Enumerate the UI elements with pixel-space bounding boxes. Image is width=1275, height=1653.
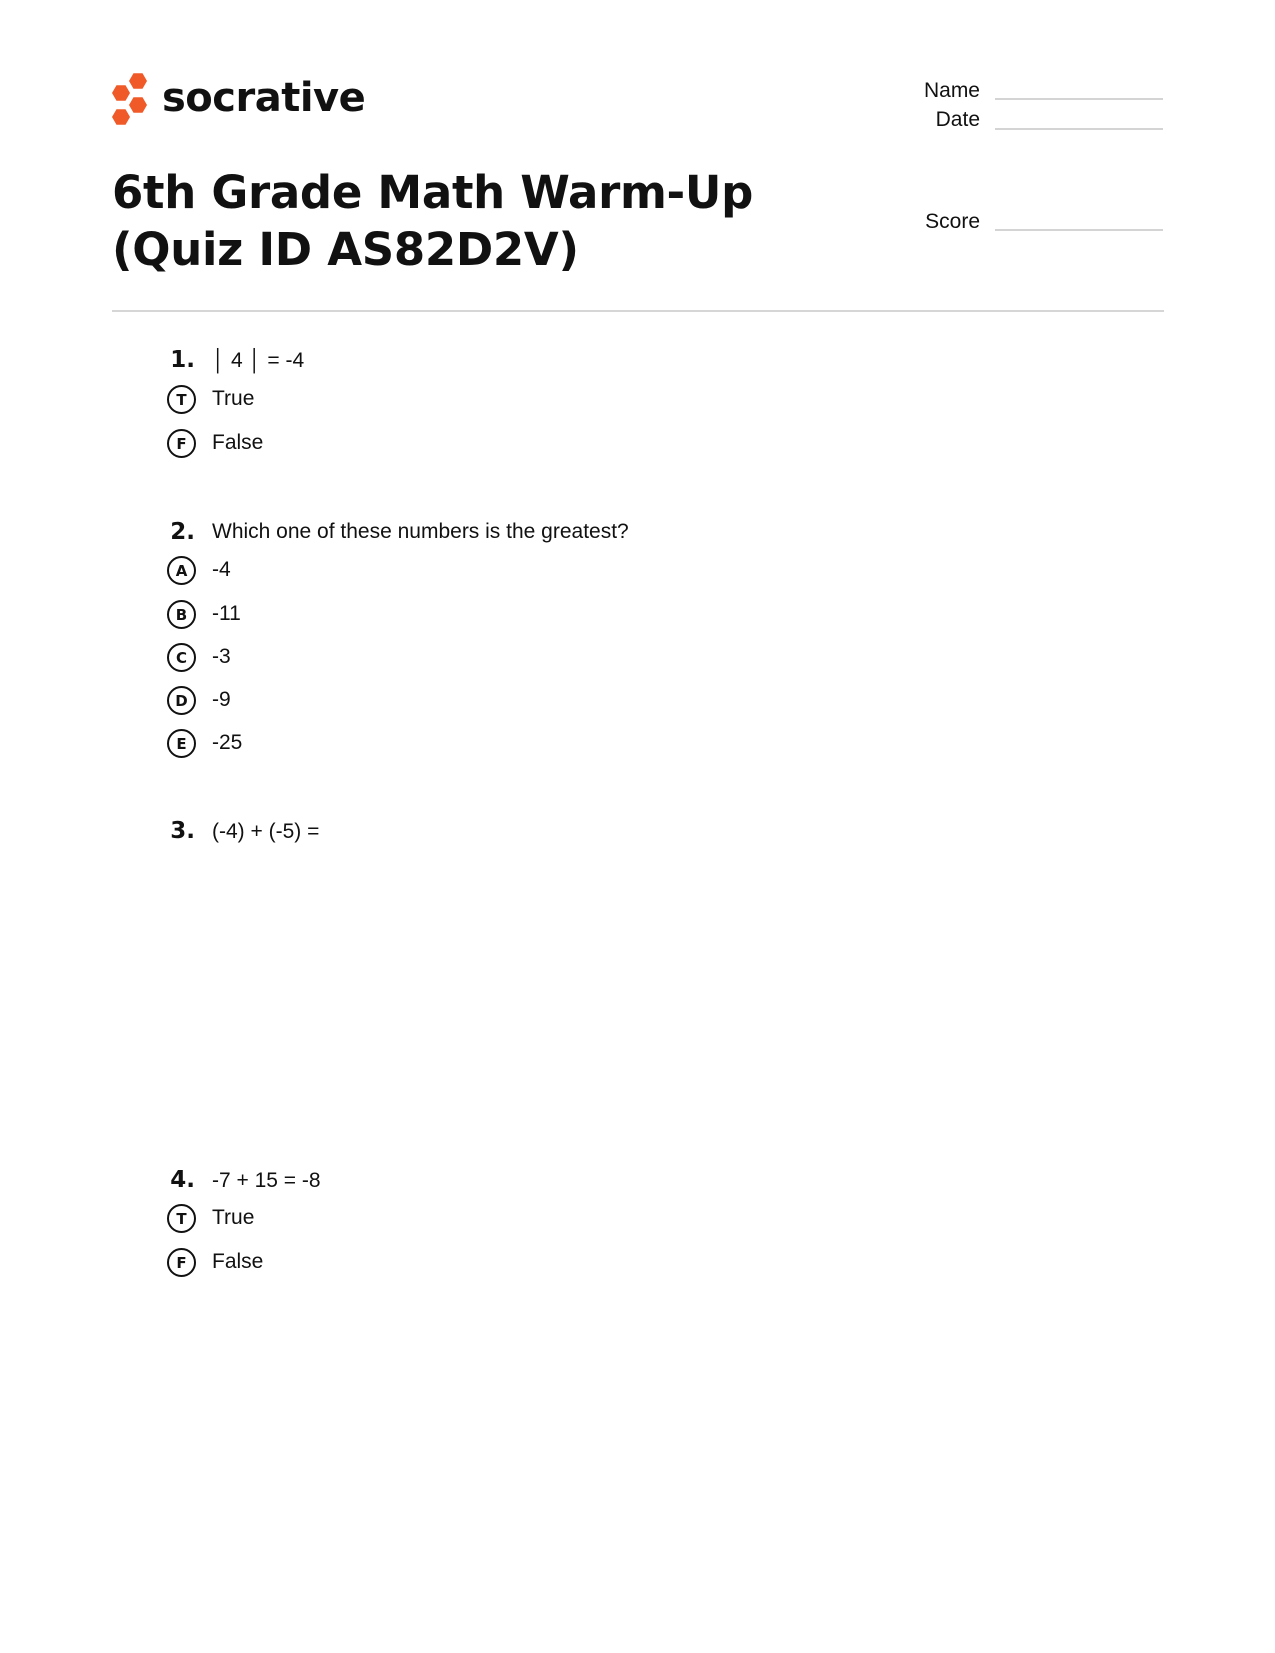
option-label: -25 xyxy=(212,731,243,754)
option-label: False xyxy=(212,431,264,454)
name-label: Name xyxy=(923,79,980,102)
option-bubble[interactable]: D xyxy=(167,686,196,715)
option-label: -4 xyxy=(212,558,231,581)
option-label: True xyxy=(212,1206,255,1229)
option-bubble[interactable]: E xyxy=(167,729,196,758)
question-number: 2. xyxy=(170,519,195,545)
question-number: 3. xyxy=(170,818,195,844)
question-text: │ 4 │ = -4 xyxy=(212,349,305,372)
page-title: 6th Grade Math Warm-Up (Quiz ID AS82D2V) xyxy=(112,166,754,276)
option-bubble[interactable]: T xyxy=(167,385,196,414)
score-label: Score xyxy=(925,210,980,233)
question-text: -7 + 15 = -8 xyxy=(212,1169,321,1192)
date-label: Date xyxy=(935,108,980,131)
brand-name: socrative xyxy=(162,75,366,121)
question-number: 1. xyxy=(170,347,195,373)
score-line[interactable] xyxy=(995,229,1163,231)
header-divider xyxy=(112,310,1164,312)
hexagon-cluster-icon xyxy=(111,72,155,126)
answer-space[interactable] xyxy=(212,860,1112,1140)
option-bubble[interactable]: B xyxy=(167,600,196,629)
option-bubble[interactable]: C xyxy=(167,643,196,672)
question-number: 4. xyxy=(170,1167,195,1193)
option-bubble[interactable]: F xyxy=(167,1248,196,1277)
option-bubble[interactable]: F xyxy=(167,429,196,458)
question-text: (-4) + (-5) = xyxy=(212,820,320,843)
date-line[interactable] xyxy=(995,128,1163,130)
option-bubble[interactable]: A xyxy=(167,556,196,585)
question-text: Which one of these numbers is the greatest? xyxy=(212,520,629,543)
option-label: -11 xyxy=(212,602,241,625)
option-label: -3 xyxy=(212,645,231,668)
option-bubble[interactable]: T xyxy=(167,1204,196,1233)
name-line[interactable] xyxy=(995,98,1163,100)
option-label: True xyxy=(212,387,255,410)
option-label: -9 xyxy=(212,688,231,711)
option-label: False xyxy=(212,1250,264,1273)
socrative-logo xyxy=(111,72,366,126)
